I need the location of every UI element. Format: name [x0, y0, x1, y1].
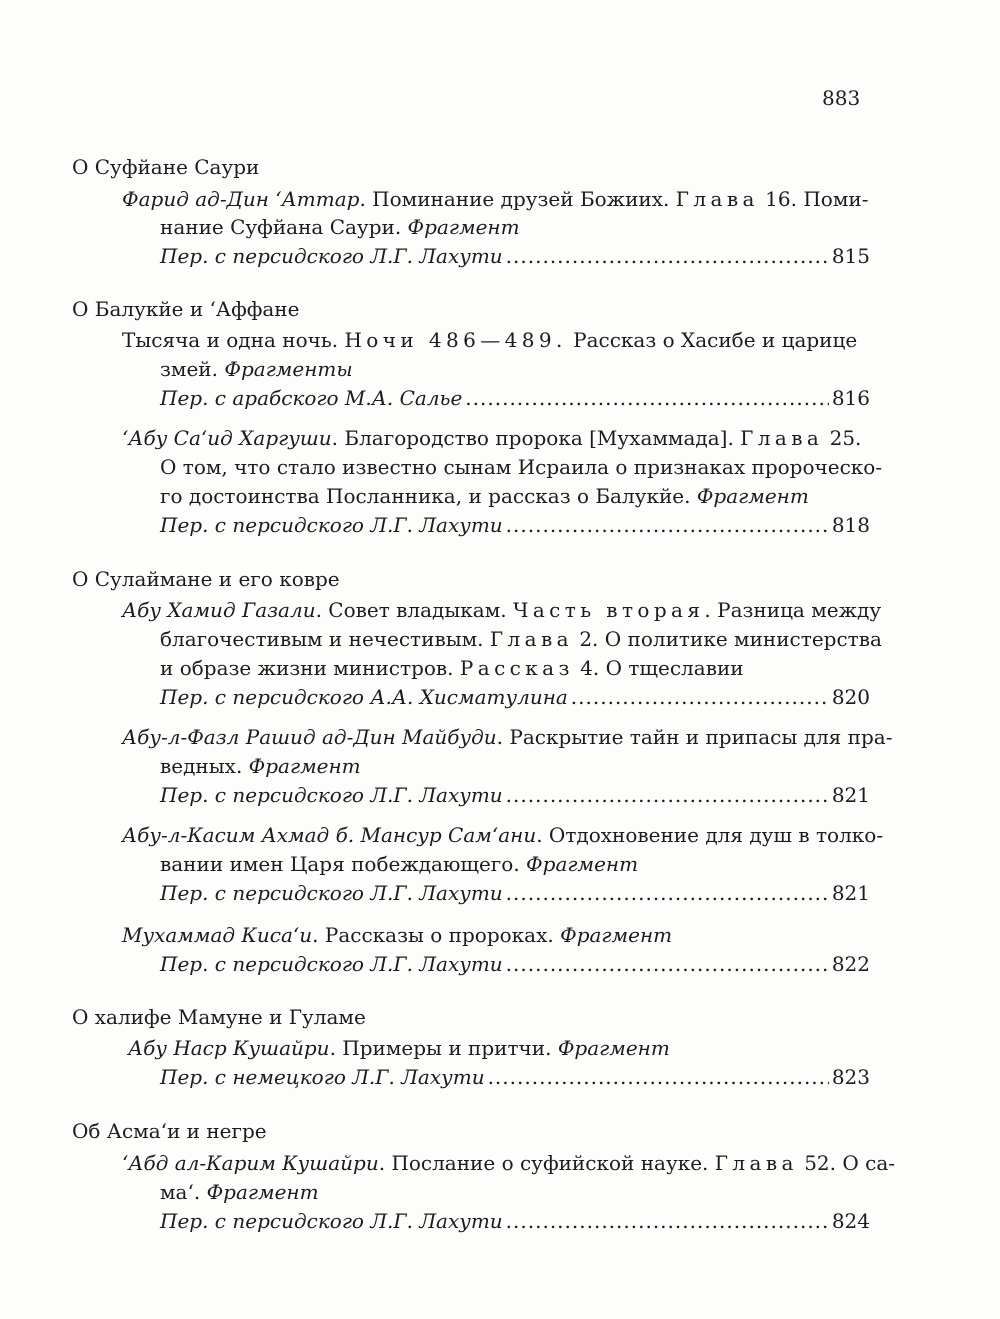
toc-leader-line[interactable] [160, 385, 870, 411]
entry-line: вании имен Царя побеждающего. Фрагмент [160, 852, 639, 876]
entry-line: Абу-л-Касим Ахмад б. Мансур Сам‘ани. Отдохновение для душ в толко- [122, 823, 884, 847]
toc-leader-line[interactable] [160, 1208, 870, 1234]
translator-credit: Пер. с персидского Л.Г. Лахути [160, 952, 503, 976]
entry-line: нание Суфйана Саури. Фрагмент [160, 215, 520, 239]
entry-line: Абу Наср Кушайри. Примеры и притчи. Фрагмент [128, 1036, 670, 1060]
page-ref: 823 [831, 1065, 870, 1089]
toc-leader-line[interactable] [160, 951, 870, 977]
page-ref: 815 [831, 244, 870, 268]
translator-credit: Пер. с персидского Л.Г. Лахути [160, 783, 503, 807]
section-title: Об Асма‘и и негре [72, 1119, 267, 1143]
page-ref: 824 [831, 1209, 870, 1233]
translator-credit: Пер. с персидского Л.Г. Лахути [160, 244, 503, 268]
page-ref: 818 [831, 513, 870, 537]
entry-line: Тысяча и одна ночь. Ночи 486—489. Рассказ о Хасибе и царице [122, 328, 858, 352]
toc-leader-line[interactable] [160, 782, 870, 808]
entry-line: Фарид ад-Дин ‘Аттар. Поминание друзей Божиих. Глава 16. Поми- [122, 187, 869, 211]
toc-leader-line[interactable] [160, 512, 870, 538]
entry-line: и образе жизни министров. Рассказ 4. О тщеславии [160, 656, 744, 680]
translator-credit: Пер. с персидского А.А. Хисматулина [160, 685, 568, 709]
section-title: О Суфйане Саури [72, 155, 260, 179]
page-ref: 821 [831, 783, 870, 807]
page-ref: 820 [831, 685, 870, 709]
section-title: О халифе Мамуне и Гуламе [72, 1005, 366, 1029]
toc-leader-line[interactable] [160, 880, 870, 906]
entry-line: Мухаммад Киса‘и. Рассказы о пророках. Фрагмент [122, 923, 673, 947]
entry-line: ‘Абу Са‘ид Харгуши. Благородство пророка [Мухаммада]. Глава 25. [122, 426, 862, 450]
entry-line: О том, что стало известно сынам Исраила о признаках пророческо- [160, 455, 883, 479]
page-ref: 821 [831, 881, 870, 905]
toc-leader-line[interactable] [160, 684, 870, 710]
entry-line: Абу-л-Фазл Рашид ад-Дин Майбуди. Раскрытие тайн и припасы для пра- [122, 725, 893, 749]
translator-credit: Пер. с арабского М.А. Салье [160, 386, 463, 410]
entry-line: Абу Хамид Газали. Совет владыкам. Часть вторая. Разница между [122, 598, 882, 622]
translator-credit: Пер. с персидского Л.Г. Лахути [160, 881, 503, 905]
entry-line: го достоинства Посланника, и рассказ о Балукйе. Фрагмент [160, 484, 809, 508]
page-number: 883 [822, 86, 861, 110]
toc-leader-line[interactable] [160, 1064, 870, 1090]
entry-line: благочестивым и нечестивым. Глава 2. О политике министерства [160, 627, 882, 651]
entry-line: змей. Фрагменты [160, 357, 353, 381]
translator-credit: Пер. с немецкого Л.Г. Лахути [160, 1065, 485, 1089]
page-ref: 816 [831, 386, 870, 410]
entry-line: ‘Абд ал-Карим Кушайри. Послание о суфийской науке. Глава 52. О са- [122, 1151, 896, 1175]
translator-credit: Пер. с персидского Л.Г. Лахути [160, 1209, 503, 1233]
section-title: О Сулаймане и его ковре [72, 567, 340, 591]
section-title: О Балукйе и ‘Аффане [72, 297, 300, 321]
page-ref: 822 [831, 952, 870, 976]
entry-line: ма‘. Фрагмент [160, 1180, 319, 1204]
translator-credit: Пер. с персидского Л.Г. Лахути [160, 513, 503, 537]
toc-leader-line[interactable] [160, 243, 870, 269]
entry-line: ведных. Фрагмент [160, 754, 361, 778]
